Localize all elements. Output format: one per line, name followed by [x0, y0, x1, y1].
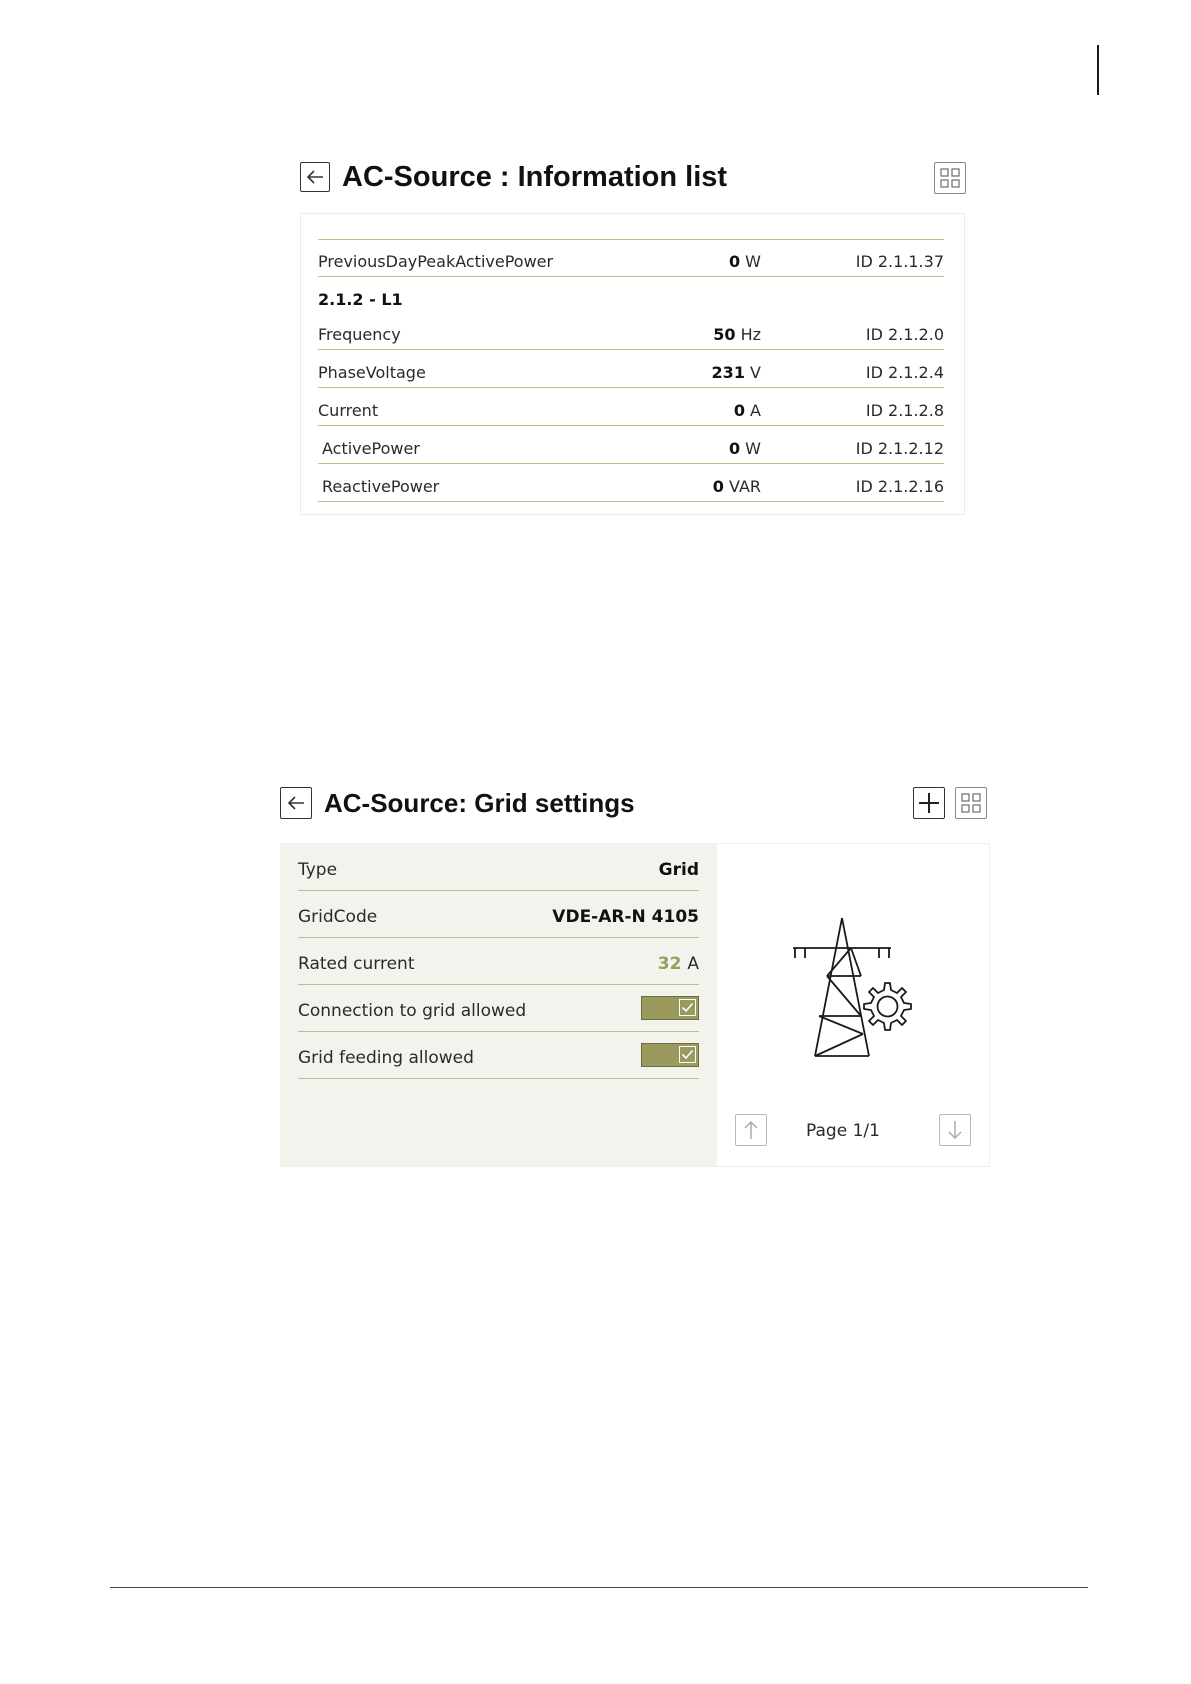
- row-value: 0 A: [733, 401, 761, 420]
- back-button[interactable]: [300, 162, 330, 192]
- pagination-label: Page 1/1: [806, 1121, 880, 1141]
- power-pylon-gear-icon: [787, 916, 927, 1061]
- row-name: Current: [318, 401, 379, 420]
- row-name: PhaseVoltage: [318, 363, 426, 382]
- setting-value: Grid: [658, 860, 699, 880]
- setting-row-feeding: [298, 1031, 699, 1079]
- list-row: [318, 350, 944, 388]
- page-down-button[interactable]: [939, 1114, 971, 1146]
- row-name: Frequency: [318, 325, 401, 344]
- row-id: ID 2.1.2.12: [855, 439, 944, 458]
- row-value: 50 Hz: [713, 325, 761, 344]
- arrow-left-icon: [286, 795, 306, 811]
- section-heading: 2.1.2 - L1: [318, 290, 403, 309]
- setting-label: GridCode: [298, 907, 378, 927]
- row-id: ID 2.1.2.0: [865, 325, 944, 344]
- feeding-allowed-toggle[interactable]: [641, 1043, 699, 1067]
- grid-icon: [961, 793, 981, 813]
- arrow-up-icon: [743, 1120, 759, 1140]
- row-name: PreviousDayPeakActivePower: [318, 252, 554, 271]
- margin-marker-line: [1097, 45, 1099, 95]
- illustration-panel: [717, 843, 990, 1167]
- setting-label: Connection to grid allowed: [298, 1001, 527, 1021]
- setting-label: Grid feeding allowed: [298, 1048, 474, 1068]
- information-list-panel[interactable]: [300, 213, 965, 515]
- grid-settings-header: [280, 785, 990, 821]
- page-title: AC-Source: Grid settings: [324, 788, 635, 818]
- row-id: ID 2.1.2.16: [855, 477, 944, 496]
- checkmark-icon: [679, 999, 696, 1016]
- setting-row-rated-current[interactable]: [298, 937, 699, 985]
- page-title: AC-Source : Information list: [342, 161, 728, 193]
- grid-icon: [940, 168, 960, 188]
- row-name: ActivePower: [322, 439, 420, 458]
- grid-settings-list: [280, 843, 717, 1167]
- row-name: ReactivePower: [322, 477, 440, 496]
- menu-grid-button[interactable]: [955, 787, 987, 819]
- arrow-left-icon: [305, 169, 325, 185]
- setting-label: Rated current: [298, 954, 415, 974]
- setting-row-type[interactable]: [298, 843, 699, 891]
- setting-value: VDE-AR-N 4105: [552, 907, 699, 927]
- list-row: [318, 312, 944, 350]
- row-value: 0 VAR: [712, 477, 761, 496]
- back-button[interactable]: [280, 787, 312, 819]
- plus-icon: [918, 792, 940, 814]
- list-row: [318, 388, 944, 426]
- setting-row-connection: [298, 984, 699, 1032]
- row-id: ID 2.1.2.4: [865, 363, 944, 382]
- row-value: 231 V: [711, 363, 761, 382]
- row-id: ID 2.1.2.8: [865, 401, 944, 420]
- info-list-header: [300, 158, 968, 196]
- list-row-cut-off: [318, 214, 944, 240]
- setting-label: Type: [298, 860, 338, 880]
- connection-allowed-toggle[interactable]: [641, 996, 699, 1020]
- menu-grid-button[interactable]: [934, 162, 966, 194]
- footer-divider: [110, 1587, 1088, 1588]
- page-up-button[interactable]: [735, 1114, 767, 1146]
- row-value: 0 W: [728, 252, 761, 271]
- add-button[interactable]: [913, 787, 945, 819]
- list-row: [318, 426, 944, 464]
- list-row: [318, 464, 944, 502]
- setting-value: 32 A: [657, 954, 699, 974]
- checkmark-icon: [679, 1046, 696, 1063]
- row-id: ID 2.1.1.37: [855, 252, 944, 271]
- setting-row-gridcode[interactable]: [298, 890, 699, 938]
- row-value: 0 W: [728, 439, 761, 458]
- arrow-down-icon: [947, 1120, 963, 1140]
- list-row: [318, 239, 944, 277]
